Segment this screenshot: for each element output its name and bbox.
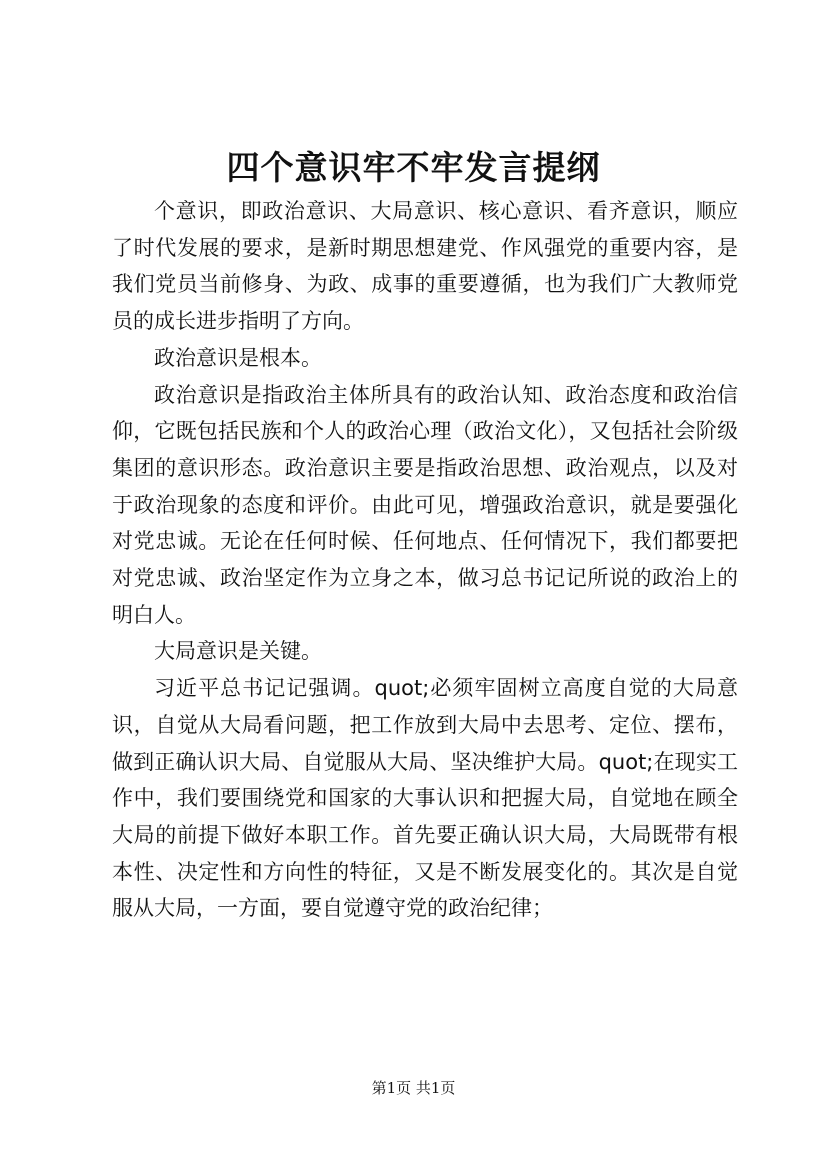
paragraph: 个意识，即政治意识、大局意识、核心意识、看齐意识，顺应了时代发展的要求，是新时期思想建党、作风强党的重要内容，是我们党员当前修身、为政、成事的重要遵循，也为我们广大教师党员的成长进步指明了方向。 xyxy=(112,199,738,334)
paragraph: 习近平总书记记强调。quot;必须牢固树立高度自觉的大局意识，自觉从大局看问题，把工作放到大局中去思考、定位、摆布，做到正确认识大局、自觉服从大局、坚决维护大局。quot;在现实工作中，我们要围绕党和国家的大事认识和把握大局，自觉地在顾全大局的前提下做好本职工作。首先要正确认识大局，大局既带有根本性、决定性和方向性的特征，又是不断发展变化的。其次是自觉服从大局，一方面，要自觉遵守党的政治纪律； xyxy=(112,676,738,921)
paragraph: 政治意识是根本。 xyxy=(154,345,322,370)
paragraph: 大局意识是关键。 xyxy=(154,639,322,664)
paragraph: 政治意识是指政治主体所具有的政治认知、政治态度和政治信仰，它既包括民族和个人的政治心理（政治文化），又包括社会阶级集团的意识形态。政治意识主要是指政治思想、政治观点，以及对于政治现象的态度和评价。由此可见，增强政治意识，就是要强化对党忠诚。无论在任何时候、任何地点、任何情况下，我们都要把对党忠诚、政治坚定作为立身之本，做习总书记记所说的政治上的明白人。 xyxy=(112,382,738,627)
document-body xyxy=(112,193,738,927)
document-title: 四个意识牢不牢发言提纲 xyxy=(226,148,601,187)
page-footer: 第1页 共1页 xyxy=(371,1079,456,1097)
